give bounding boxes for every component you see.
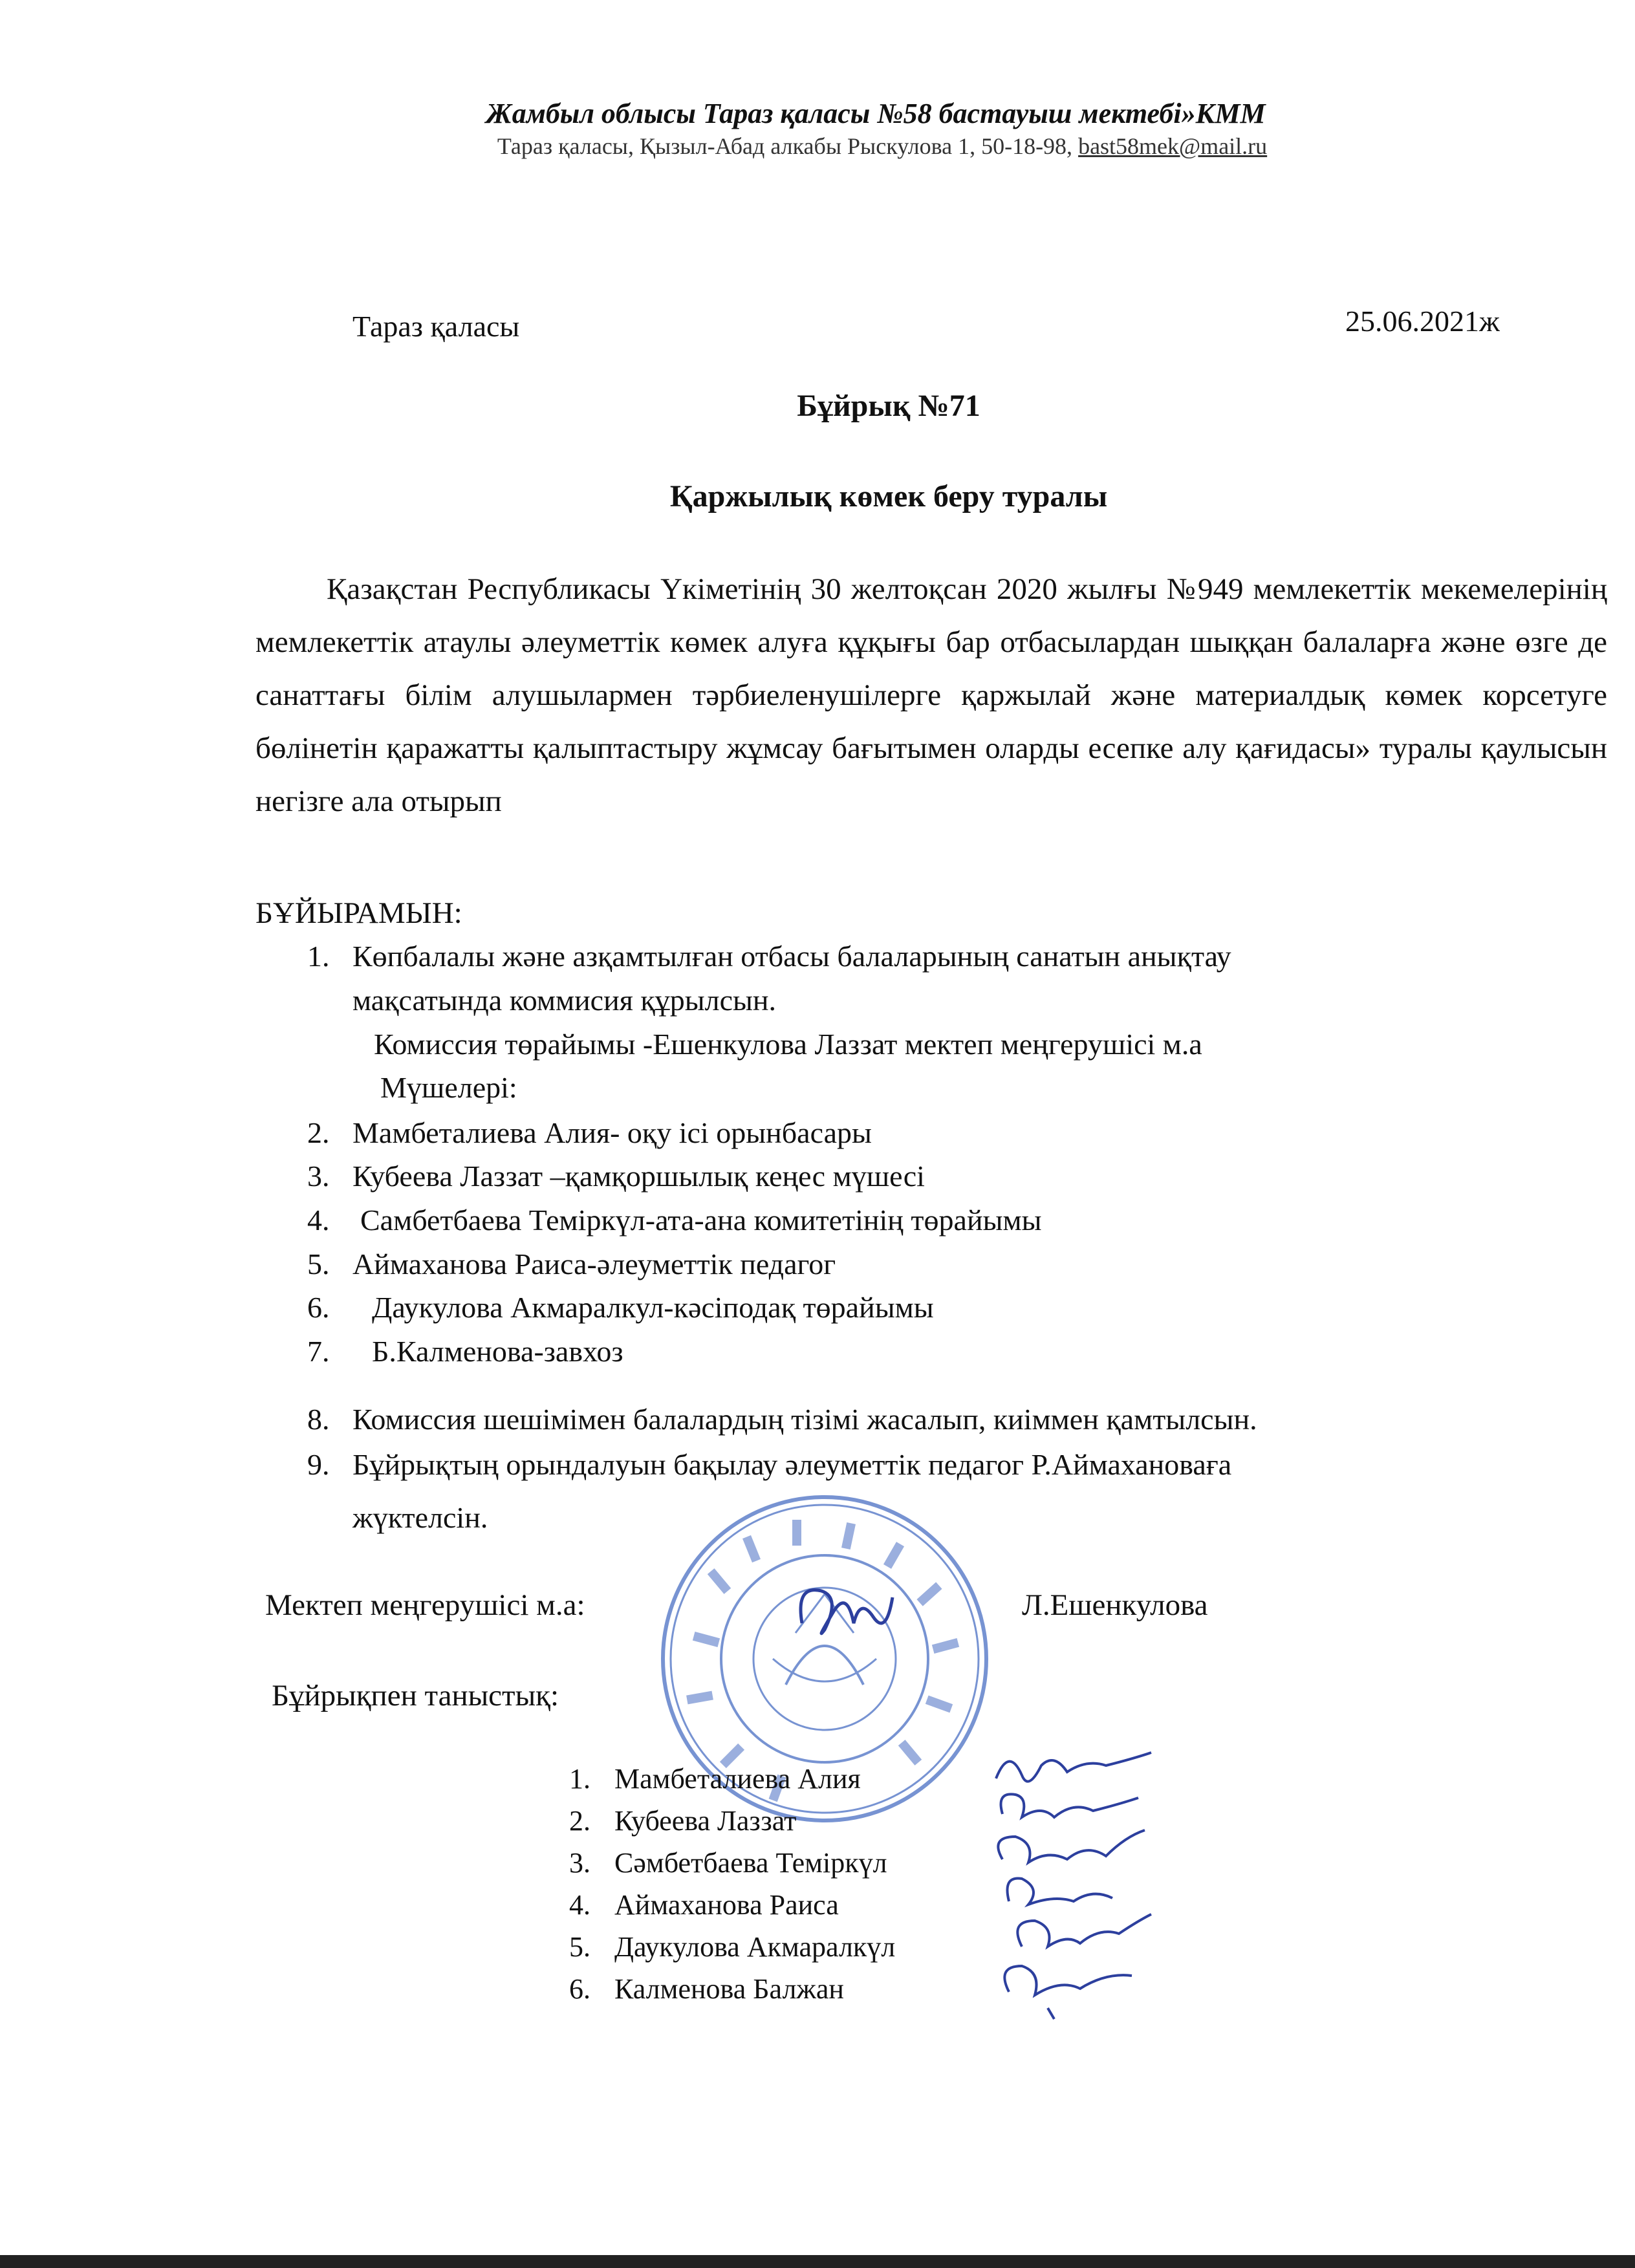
list-item xyxy=(307,1159,925,1193)
item-text: Мамбеталиева Алия- оқу ісі орынбасары xyxy=(352,1116,872,1149)
item-text: Аймаханова Раиса-әлеуметтік педагог xyxy=(352,1247,836,1280)
decree-label: БҰЙЫРАМЫН: xyxy=(255,896,462,930)
organization-address xyxy=(0,133,1635,160)
person-name: Сәмбетбаева Теміркүл xyxy=(614,1847,887,1879)
item-number: 3. xyxy=(307,1160,330,1193)
city: Тараз қаласы xyxy=(352,310,520,343)
list-item xyxy=(307,939,1231,973)
list-item xyxy=(307,1290,934,1324)
list-item xyxy=(307,1402,1257,1436)
list-item xyxy=(352,1500,488,1535)
director-signature xyxy=(789,1571,905,1649)
acknowledged-person xyxy=(569,1762,861,1795)
list-item xyxy=(307,1203,1042,1237)
item-text: мақсатында коммисия құрылсын. xyxy=(352,984,777,1017)
acknowledged-person xyxy=(569,1972,844,2005)
order-number: Бұйрық №71 xyxy=(797,389,980,423)
acknowledged-person xyxy=(569,1888,839,1921)
list-item xyxy=(307,1116,872,1150)
person-name: Кубеева Лаззат xyxy=(614,1805,797,1837)
acknowledged-person xyxy=(569,1930,895,1963)
person-number: 1. xyxy=(569,1763,590,1795)
item-text: Мүшелері: xyxy=(380,1071,517,1104)
item-text: жүктелсін. xyxy=(352,1501,488,1534)
acknowledgement-signatures xyxy=(983,1740,1177,2024)
item-text: Даукулова Акмаралкул-кәсіподақ төрайымы xyxy=(372,1291,934,1324)
item-number: 7. xyxy=(307,1335,330,1368)
item-number: 6. xyxy=(307,1291,330,1324)
item-text: Комиссия шешімімен балалардың тізімі жасалып, киіммен қамтылсын. xyxy=(352,1403,1257,1436)
item-text: Көпбалалы және азқамтылған отбасы балаларының санатын анықтау xyxy=(352,940,1231,973)
item-number: 2. xyxy=(307,1116,330,1149)
list-item xyxy=(307,1247,836,1281)
address-text: Тараз қаласы, Қызыл-Абад алкабы Рыскулова 1, 50-18-98, xyxy=(497,133,1073,159)
person-name: Мамбеталиева Алия xyxy=(614,1763,861,1795)
person-name: Калменова Балжан xyxy=(614,1973,844,2005)
list-item xyxy=(380,1070,517,1105)
scan-bottom-edge xyxy=(0,2255,1635,2268)
item-text: Кубеева Лаззат –қамқоршылық кеңес мүшесі xyxy=(352,1160,925,1193)
person-name: Аймаханова Раиса xyxy=(614,1889,839,1921)
item-number: 5. xyxy=(307,1247,330,1280)
item-number: 1. xyxy=(307,940,330,973)
person-number: 3. xyxy=(569,1847,590,1879)
list-item xyxy=(307,1447,1231,1482)
person-number: 2. xyxy=(569,1805,590,1837)
person-number: 5. xyxy=(569,1931,590,1963)
item-text: Комиссия төрайымы -Ешенкулова Лаззат мектеп меңгерушісі м.а xyxy=(374,1028,1202,1061)
acknowledged-label: Бұйрықпен таныстық: xyxy=(272,1679,559,1712)
item-number: 4. xyxy=(307,1204,330,1237)
signer-label: Мектеп меңгерушісі м.а: xyxy=(265,1588,585,1622)
signer-name: Л.Ешенкулова xyxy=(1022,1588,1208,1622)
acknowledged-person xyxy=(569,1846,887,1879)
order-preamble: Қазақстан Республикасы Үкіметінің 30 желтоқсан 2020 жылғы №949 мемлекеттік мекемелерінің мемлекеттік атаулы әлеуметтік көмек алуға құқығы бар отбасылардан шыққан балаларға және өзге де санаттағы білім алушылармен тәрбиеленушілерге қаржылай және материалдық көмек корсетуге бөлінетін қаражатты қалыптастыру жұмсау бағытымен оларды есепке алу қағидасы» туралы қаулысын негізге ала отырып xyxy=(255,572,1607,818)
email-link[interactable]: bast58mek@mail.ru xyxy=(1078,133,1268,159)
person-number: 4. xyxy=(569,1889,590,1921)
person-name: Даукулова Акмаралкүл xyxy=(614,1931,896,1963)
person-number: 6. xyxy=(569,1973,590,2005)
organization-name: Жамбыл облысы Тараз қаласы №58 бастауыш мектебі»КММ xyxy=(486,98,1266,129)
item-text: Самбетбаева Теміркүл-ата-ана комитетінің төрайымы xyxy=(360,1204,1042,1237)
item-text: Б.Калменова-завхоз xyxy=(372,1335,623,1368)
list-item xyxy=(352,983,776,1017)
date: 25.06.2021ж xyxy=(1345,305,1500,338)
list-item xyxy=(307,1334,623,1368)
acknowledged-person xyxy=(569,1804,796,1837)
item-text: Бұйрықтың орындалуын бақылау әлеуметтік педагог Р.Аймахановаға xyxy=(352,1448,1232,1481)
item-number: 8. xyxy=(307,1403,330,1436)
list-item xyxy=(374,1027,1202,1061)
item-number: 9. xyxy=(307,1448,330,1481)
order-title: Қаржылық көмек беру туралы xyxy=(669,479,1108,513)
